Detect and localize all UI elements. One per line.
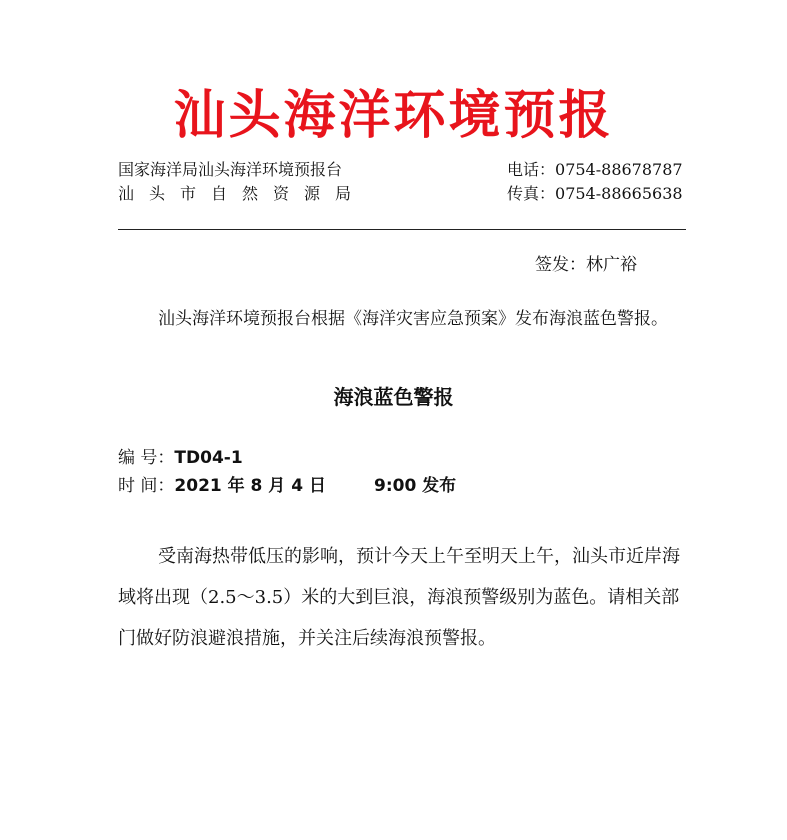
signer-name: 林广裕 <box>586 255 637 275</box>
warning-number-value: TD04-1 <box>174 448 243 468</box>
org-name-primary: 国家海洋局汕头海洋环境预报台 <box>118 160 343 179</box>
org-name-secondary: 汕头市自然资源局 <box>118 184 367 203</box>
warning-time-label: 时 间： <box>118 476 175 496</box>
warning-time-row <box>118 474 456 498</box>
fax <box>507 184 683 204</box>
masthead-title: 汕头海洋环境预报 <box>173 85 614 146</box>
warning-title: 海浪蓝色警报 <box>333 385 454 409</box>
warning-date-value: 2021 年 8 月 4 日 <box>174 476 326 496</box>
header-divider <box>118 229 686 230</box>
warning-number-row <box>118 446 243 470</box>
signer <box>535 254 637 276</box>
warning-body-paragraph: 受南海热带低压的影响，预计今天上午至明天上午，汕头市近岸海域将出现（2.5～3.5）米的大到巨浪，海浪预警级别为蓝色。请相关部门做好防浪避浪措施，并关注后续海浪预警报。 <box>118 546 680 649</box>
signer-label: 签发： <box>535 255 586 275</box>
fax-number: 0754-88665638 <box>555 184 683 203</box>
telephone-label: 电话： <box>507 160 556 179</box>
warning-number-label: 编 号： <box>118 448 175 468</box>
warning-issue-time: 9:00 发布 <box>373 476 457 496</box>
fax-label: 传真： <box>507 184 556 203</box>
telephone <box>507 160 683 180</box>
intro-paragraph: 汕头海洋环境预报台根据《海洋灾害应急预案》发布海浪蓝色警报。 <box>158 309 668 329</box>
telephone-number: 0754-88678787 <box>555 160 683 179</box>
